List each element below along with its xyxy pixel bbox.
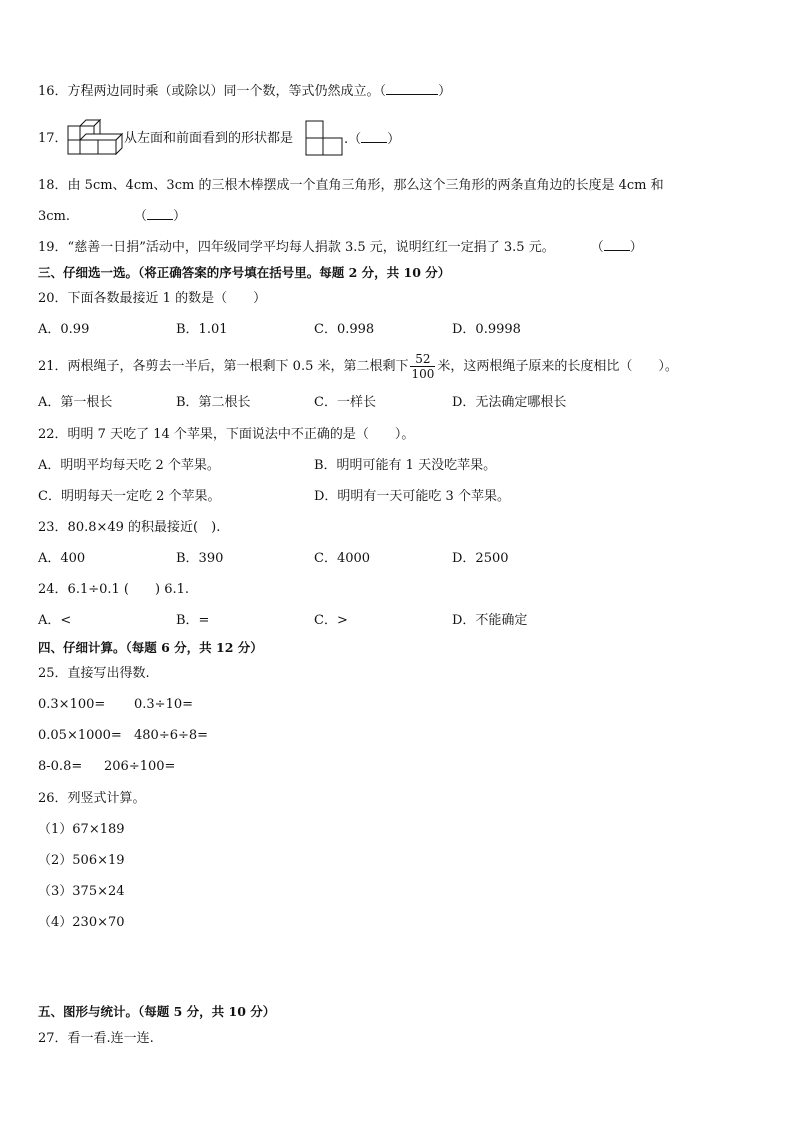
option-23-b[interactable]: B．390 bbox=[176, 551, 224, 566]
question-27: 27．看一看.连一连. bbox=[38, 1031, 154, 1046]
question-21: 21．两根绳子，各剪去一半后，第一根剩下 0.5 米，第二根剩下 $\frac{52}{100}$ 米，这两根绳子原来的长度相比（ ）。 bbox=[38, 352, 678, 381]
answer-blank-17[interactable] bbox=[361, 130, 387, 143]
calc-item: （2）506×19 bbox=[38, 853, 125, 868]
calc-item: （1）67×189 bbox=[38, 822, 125, 837]
option-22-c[interactable]: C．明明每天一定吃 2 个苹果。 bbox=[38, 489, 221, 504]
option-23-c[interactable]: C．4000 bbox=[314, 551, 371, 566]
option-20-a[interactable]: A．0.99 bbox=[38, 322, 90, 337]
option-20-b[interactable]: B．1.01 bbox=[176, 322, 228, 337]
option-21-b[interactable]: B．第二根长 bbox=[176, 395, 251, 410]
question-19: 19．“慈善一日捐”活动中，四年级同学平均每人捐款 3.5 元，说明红红一定捐了 3.5 元。 （ ） bbox=[38, 240, 643, 255]
question-18-line1: 18．由 5cm、4cm、3cm 的三根木棒摆成一个直角三角形，那么这个三角形的两条直角边的长度是 4cm 和 bbox=[38, 178, 664, 193]
answer-blank-19[interactable] bbox=[604, 238, 630, 251]
question-17-number: 17． bbox=[38, 131, 68, 146]
option-24-a[interactable]: A．< bbox=[38, 613, 72, 628]
option-21-c[interactable]: C．一样长 bbox=[314, 395, 376, 410]
option-23-d[interactable]: D．2500 bbox=[452, 551, 509, 566]
section-5-heading: 五、图形与统计。（每题 5 分，共 10 分） bbox=[38, 1004, 276, 1019]
question-24: 24．6.1÷0.1 ( ) 6.1. bbox=[38, 582, 189, 597]
option-22-a[interactable]: A．明明平均每天吃 2 个苹果。 bbox=[38, 458, 220, 473]
calc-item: 480÷6÷8= bbox=[134, 728, 209, 743]
fraction: $\frac{52}{100}$ bbox=[411, 352, 435, 381]
question-17-text: 从左面和前面看到的形状都是 bbox=[124, 131, 294, 146]
option-20-c[interactable]: C．0.998 bbox=[314, 322, 375, 337]
question-23: 23．80.8×49 的积最接近( ). bbox=[38, 520, 221, 535]
calc-item: 8-0.8= bbox=[38, 759, 83, 774]
option-20-d[interactable]: D．0.9998 bbox=[452, 322, 521, 337]
calc-item: （3）375×24 bbox=[38, 884, 125, 899]
answer-blank-18[interactable] bbox=[147, 207, 173, 220]
calc-item: 206÷100= bbox=[104, 759, 176, 774]
option-24-b[interactable]: B．= bbox=[176, 613, 210, 628]
option-24-c[interactable]: C．> bbox=[314, 613, 348, 628]
option-24-d[interactable]: D．不能确定 bbox=[452, 613, 528, 628]
answer-blank-16[interactable] bbox=[386, 82, 438, 95]
square-grid-view-icon bbox=[305, 120, 345, 158]
question-17-answer: .（ ） bbox=[344, 132, 401, 147]
option-22-b[interactable]: B．明明可能有 1 天没吃苹果。 bbox=[314, 458, 497, 473]
question-22: 22．明明 7 天吃了 14 个苹果，下面说法中不正确的是（ ）。 bbox=[38, 427, 415, 442]
option-21-d[interactable]: D．无法确定哪根长 bbox=[452, 395, 567, 410]
calc-item: 0.05×1000= bbox=[38, 728, 122, 743]
option-22-d[interactable]: D．明明有一天可能吃 3 个苹果。 bbox=[314, 489, 510, 504]
section-4-heading: 四、仔细计算。（每题 6 分，共 12 分） bbox=[38, 640, 263, 655]
calc-item: 0.3÷10= bbox=[134, 697, 194, 712]
question-26: 26．列竖式计算。 bbox=[38, 791, 146, 806]
question-25: 25．直接写出得数. bbox=[38, 666, 150, 681]
calc-item: 0.3×100= bbox=[38, 697, 106, 712]
question-18-line2: 3cm. （ ） bbox=[38, 209, 187, 224]
option-23-a[interactable]: A．400 bbox=[38, 551, 86, 566]
cube-stack-icon bbox=[66, 108, 124, 160]
section-3-heading: 三、仔细选一选。（将正确答案的序号填在括号里。每题 2 分，共 10 分） bbox=[38, 265, 451, 280]
question-16: 16．方程两边同时乘（或除以）同一个数，等式仍然成立。（ ） bbox=[38, 84, 452, 99]
calc-item: （4）230×70 bbox=[38, 915, 125, 930]
question-20: 20．下面各数最接近 1 的数是（ ） bbox=[38, 291, 267, 306]
option-21-a[interactable]: A．第一根长 bbox=[38, 395, 113, 410]
